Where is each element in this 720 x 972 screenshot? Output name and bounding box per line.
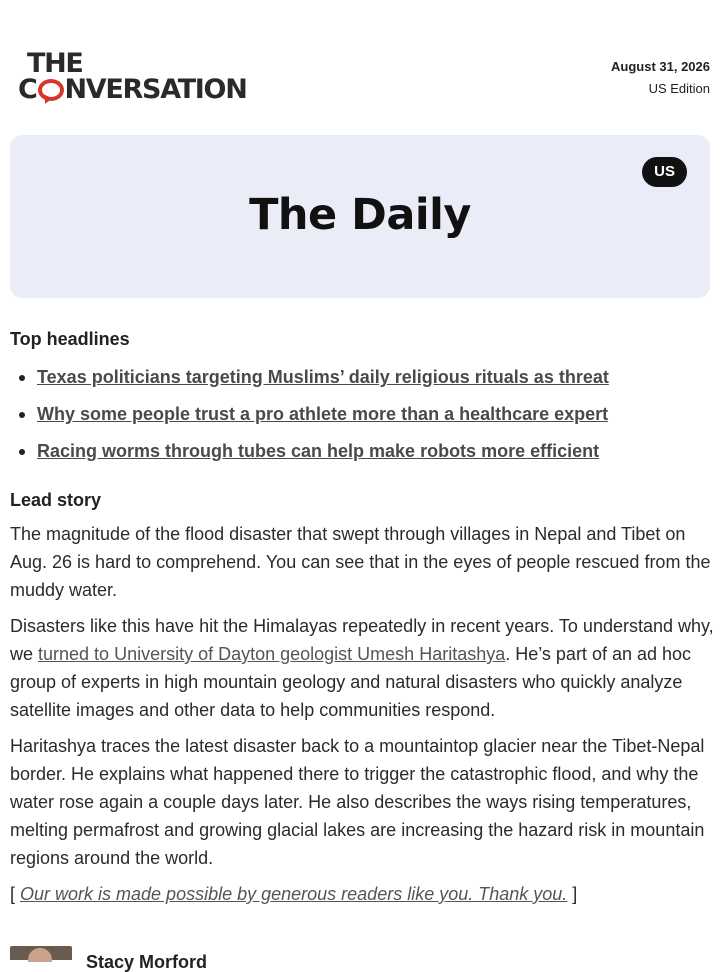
- dateline: [611, 56, 710, 100]
- haritashya-link[interactable]: turned to University of Dayton geologist Umesh Haritashya: [38, 644, 506, 664]
- paragraph-text: Disasters like this have hit the Himalayas repeatedly in recent years. To understand why, we: [10, 616, 714, 664]
- headline-link-3[interactable]: Racing worms through tubes can help make robots more efficient: [37, 441, 600, 461]
- newsletter-content: [10, 325, 715, 916]
- lead-paragraph-1: The magnitude of the flood disaster that swept through villages in Nepal and Tibet on Aug. 26 is hard to comprehend. You can see that in the eyes of people rescued from the muddy water.: [10, 524, 711, 600]
- thanks-note: [10, 880, 715, 908]
- logo-line-1: THE: [27, 48, 83, 79]
- edition-badge: US: [642, 157, 687, 187]
- bracket-close: ]: [567, 884, 578, 904]
- logo-line-2: [18, 76, 247, 103]
- donate-thanks-link[interactable]: Our work is made possible by generous readers like you. Thank you.: [20, 884, 568, 904]
- the-daily-banner: [10, 135, 710, 298]
- list-item: [10, 363, 715, 400]
- issue-date: August 31, 2026: [611, 59, 710, 74]
- lead-paragraph-2: [10, 612, 715, 724]
- logo-letter-c: C: [18, 74, 37, 105]
- lead-story: [10, 486, 715, 908]
- bracket-open: [: [10, 884, 21, 904]
- author-signature: [10, 946, 710, 972]
- list-item: [10, 437, 715, 474]
- headline-link-2[interactable]: Why some people trust a pro athlete more than a healthcare expert: [37, 404, 609, 424]
- paragraph-text: . He’s part of an ad hoc group of experts in high mountain geology and natural disasters who quickly analyze satellite images and other data to help communities respond.: [10, 644, 692, 720]
- lead-story-heading: Lead story: [10, 490, 102, 510]
- speech-bubble-icon: [38, 79, 64, 101]
- author-name: Stacy Morford: [86, 952, 208, 972]
- logo-line-2-rest: NVERSATION: [64, 74, 247, 105]
- headline-link-1[interactable]: Texas politicians targeting Muslims’ daily religious rituals as threat: [37, 367, 609, 387]
- author-avatar: [10, 946, 72, 960]
- list-item: [10, 400, 715, 437]
- newsletter-title: The Daily: [249, 190, 471, 240]
- edition-label: US Edition: [648, 81, 710, 96]
- top-headlines-heading: Top headlines: [10, 329, 130, 349]
- email-header: [0, 0, 720, 130]
- headline-list: [10, 363, 715, 474]
- lead-paragraph-3: Haritashya traces the latest disaster back to a mountaintop glacier near the Tibet-Nepal border. He explains what happened there to trigger the catastrophic flood, and why the water rose again a couple days later. He also describes the ways rising temperatures, melting permafrost and growing glacial lakes are increasing the hazard risk in mountain regions around the world.: [10, 736, 705, 868]
